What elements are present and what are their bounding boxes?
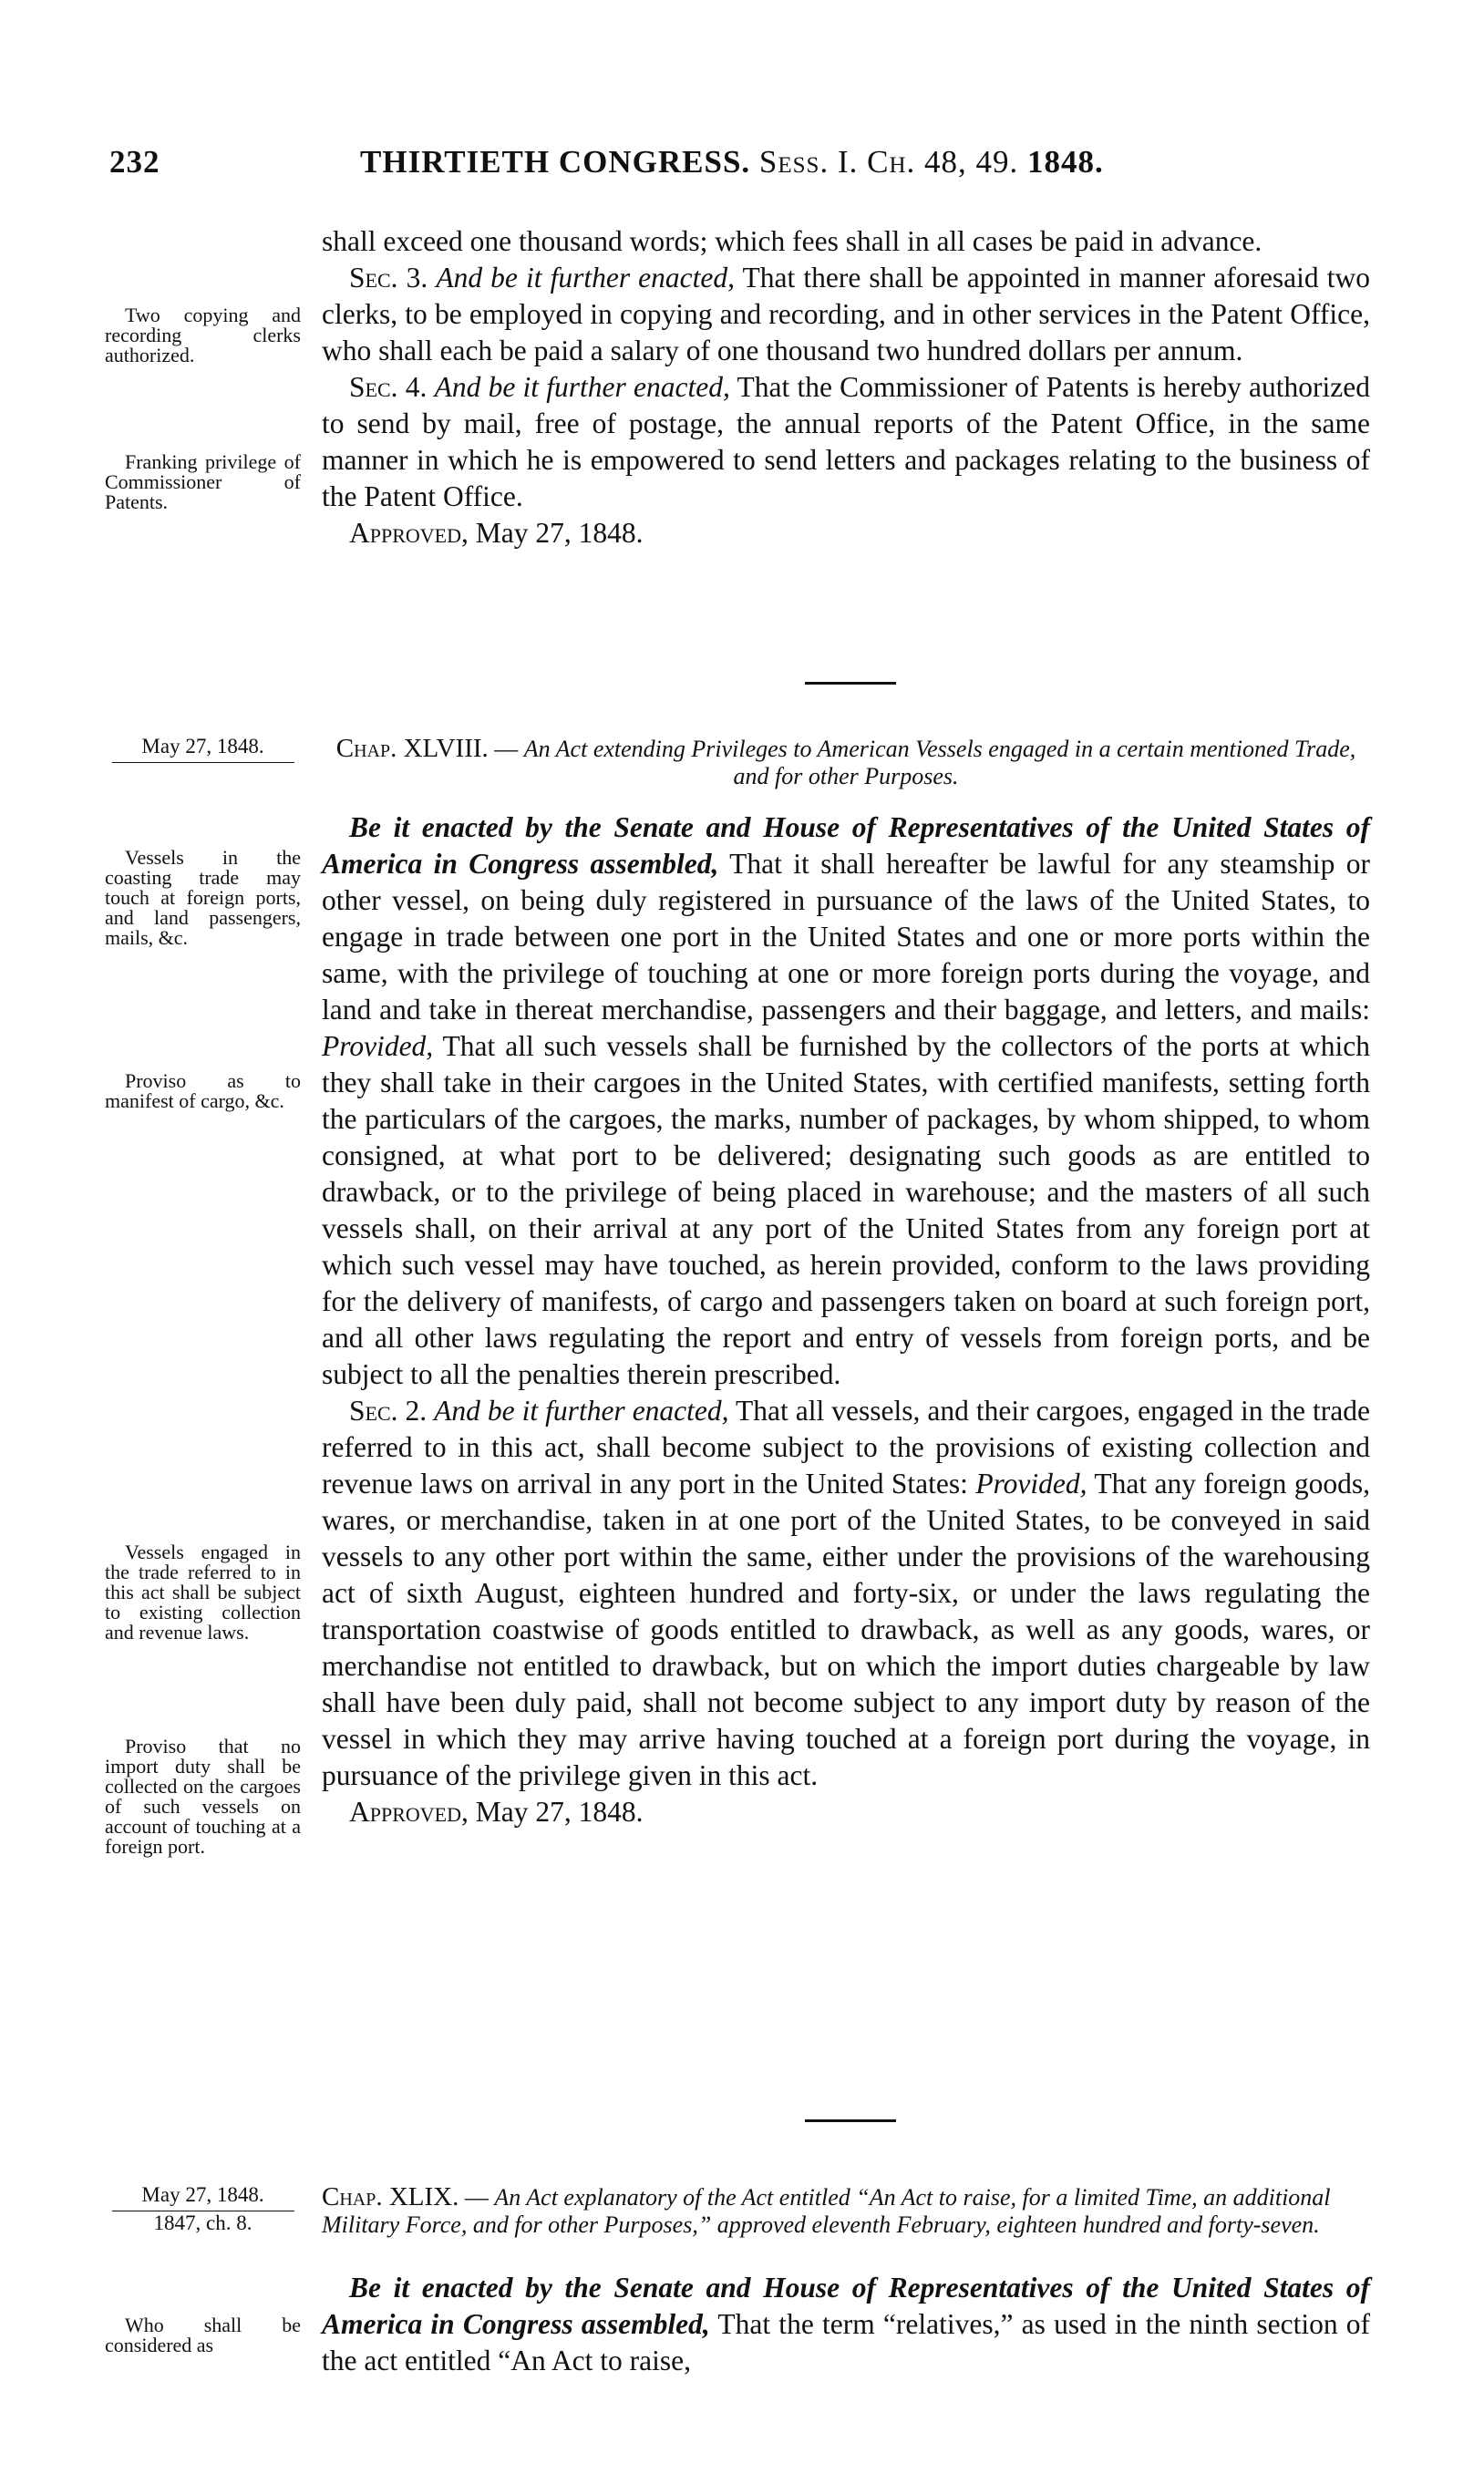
ch48-date-note [105, 735, 301, 763]
sec4-label: Sec. 4. [349, 371, 428, 403]
margin-note-franking: Franking privilege of Commissioner of Patents. [105, 450, 301, 513]
page-header [109, 144, 1367, 186]
ch48-sec2-text: That all vessels, and their cargoes, engaged in the trade referred to in this act, shall become subject to the provisions of existing collection and revenue laws on arrival in any port in the United States: [322, 1395, 1370, 1500]
section-separator-1 [805, 682, 896, 685]
section-separator-2 [805, 2119, 896, 2122]
header-year: 1848. [1027, 144, 1104, 180]
ch49-dash: — [459, 2184, 495, 2211]
ch49-text-body: That the term “relatives,” as used in the ninth section of the act entitled “An Act to raise, [322, 2308, 1371, 2376]
margin-note-vessels-subject: Vessels engaged in the trade referred to in this act shall be subject to existing collection and revenue laws. [105, 1541, 301, 1644]
ch48-sec1-text: That it shall hereafter be lawful for any steamship or other vessel, on being duly registered in pursuance of the laws of the United States, to engage in trade between one port in the United States and one or more ports within the same, with the privilege of touching at one or more foreign ports during the voyage, and land and take in thereat merchandise, passengers and their baggage, and letters, and mails: [322, 848, 1370, 1026]
ch47-continuation: shall exceed one thousand words; which fees shall in all cases be paid in advance. [322, 225, 1262, 257]
ch48-date-rule [112, 762, 294, 763]
margin-note-vessels-coasting: Vessels in the coasting trade may touch at foreign ports, and land passengers, mails, &c. [105, 846, 301, 949]
ch48-sec2-provided-text: That any foreign goods, wares, or merchandise, taken in at one port of the United States, to be conveyed in said vessels to any other port within the same, either under the provisions of the warehousing act of sixth August, eighteen hundred and forty-six, or under the laws regulating the transportation coastwise of goods entitled to drawback, as well as any goods, wares, or merchandise not entitled to drawback, but on which the import duties chargeable by law shall have been duly paid, shall not become subject to any import duty by reason of the vessel in which they may arrive having touched at a foreign port during the voyage, in pursuance of the privilege given in this act. [322, 1468, 1370, 1791]
sec3-text: That there shall be appointed in manner aforesaid two clerks, to be employed in copying and recording, and in other services in the Patent Office, who shall each be paid a salary of one thousand two hundred dollars per annum. [322, 262, 1371, 366]
ch48-approved-date: May 27, 1848. [475, 1796, 644, 1828]
page-number: 232 [109, 144, 160, 180]
ch47-approved-label: Approved, [349, 517, 469, 549]
margin-note-proviso-duty: Proviso that no import duty shall be collected on the cargoes of such vessels on account of touching at a foreign port. [105, 1735, 301, 1858]
ch49-heading [322, 2183, 1370, 2239]
ch48-chap-label: Chap. XLVIII. [335, 734, 489, 763]
ch48-section-1 [322, 809, 1370, 1393]
ch49-chap-label: Chap. XLIX. [322, 2182, 459, 2211]
ch49-text [322, 2270, 1370, 2379]
ch47-approved [322, 515, 1370, 551]
ch48-chap-title: An Act extending Privileges to American Vessels engaged in a certain mentioned Trade, and for other Purposes. [523, 736, 1356, 789]
margin-note-proviso-manifest: Proviso as to manifest of cargo, &c. [105, 1069, 301, 1112]
ch48-approved-label: Approved, [349, 1796, 469, 1828]
ch49-enacting-clause: Be it enacted by the Senate and House of Representatives of the United States of America in Congress assembled, [322, 2272, 1370, 2340]
sec3-enacted: And be it further enacted, [436, 262, 735, 294]
ch48-approved [322, 1794, 1370, 1830]
ch47-section-4 [322, 369, 1370, 515]
ch48-text [322, 809, 1370, 1830]
ch48-sec2-provided-label: Provided, [975, 1468, 1087, 1500]
ch47-section-3 [322, 260, 1370, 369]
ch48-provided1-label: Provided, [322, 1030, 434, 1062]
congress-title: THIRTIETH CONGRESS. [360, 144, 751, 180]
ch49-section-1 [322, 2270, 1370, 2379]
ch48-heading [322, 735, 1370, 790]
session-chapter: Sess. I. Ch. 48, 49. [758, 144, 1019, 180]
ch48-date: May 27, 1848. [141, 735, 264, 758]
sec3-label: Sec. 3. [349, 262, 428, 294]
ch48-provided1-text: That all such vessels shall be furnished by the collectors of the ports at which they shall take in their cargoes in the United States, with certified manifests, setting forth the particulars of the cargoes, the marks, number of packages, by whom shipped, to whom consigned, at what port to be delivered; designating such goods as are entitled to drawback, or to the privilege of being placed in warehouse; and the masters of all such vessels shall, on their arrival at any port of the United States from any foreign port at which such vessel may have touched, as herein provided, conform to the laws providing for the delivery of manifests, of cargo and passengers taken on board at such foreign port, and all other laws regulating the report and entry of vessels from foreign ports, and be subject to all the penalties therein prescribed. [322, 1030, 1370, 1390]
margin-note-copying-clerks: Two copying and recording clerks authorized. [105, 304, 301, 366]
ch48-section-2 [322, 1393, 1370, 1794]
ch49-reference: 1847, ch. 8. [153, 2211, 252, 2234]
ch48-enacting-clause: Be it enacted by the Senate and House of Representatives of the United States of America in Congress assembled, [322, 811, 1370, 880]
ch48-sec2-enacted: And be it further enacted, [434, 1395, 729, 1427]
sec4-enacted: And be it further enacted, [434, 371, 730, 403]
margin-note-who-relatives: Who shall be considered as [105, 2314, 301, 2356]
ch47-approved-date: May 27, 1848. [475, 517, 644, 549]
sec4-text: That the Commissioner of Patents is hereby authorized to send by mail, free of postage, the annual reports of the Patent Office, in the same manner in which he is empowered to send letters and packages relating to the business of the Patent Office. [322, 371, 1370, 512]
running-head [360, 144, 1104, 180]
ch47-text [322, 223, 1370, 551]
ch48-sec2-label: Sec. 2. [349, 1395, 428, 1427]
ch48-dash: — [488, 736, 524, 762]
ch49-date: May 27, 1848. [141, 2183, 264, 2206]
ch49-chap-title: An Act explanatory of the Act entitled “An Act to raise, for a limited Time, an additional Military Force, and for other Purposes,” approved eleventh February, eighteen hundred and forty-seven. [322, 2184, 1331, 2238]
ch49-date-note [105, 2183, 301, 2235]
